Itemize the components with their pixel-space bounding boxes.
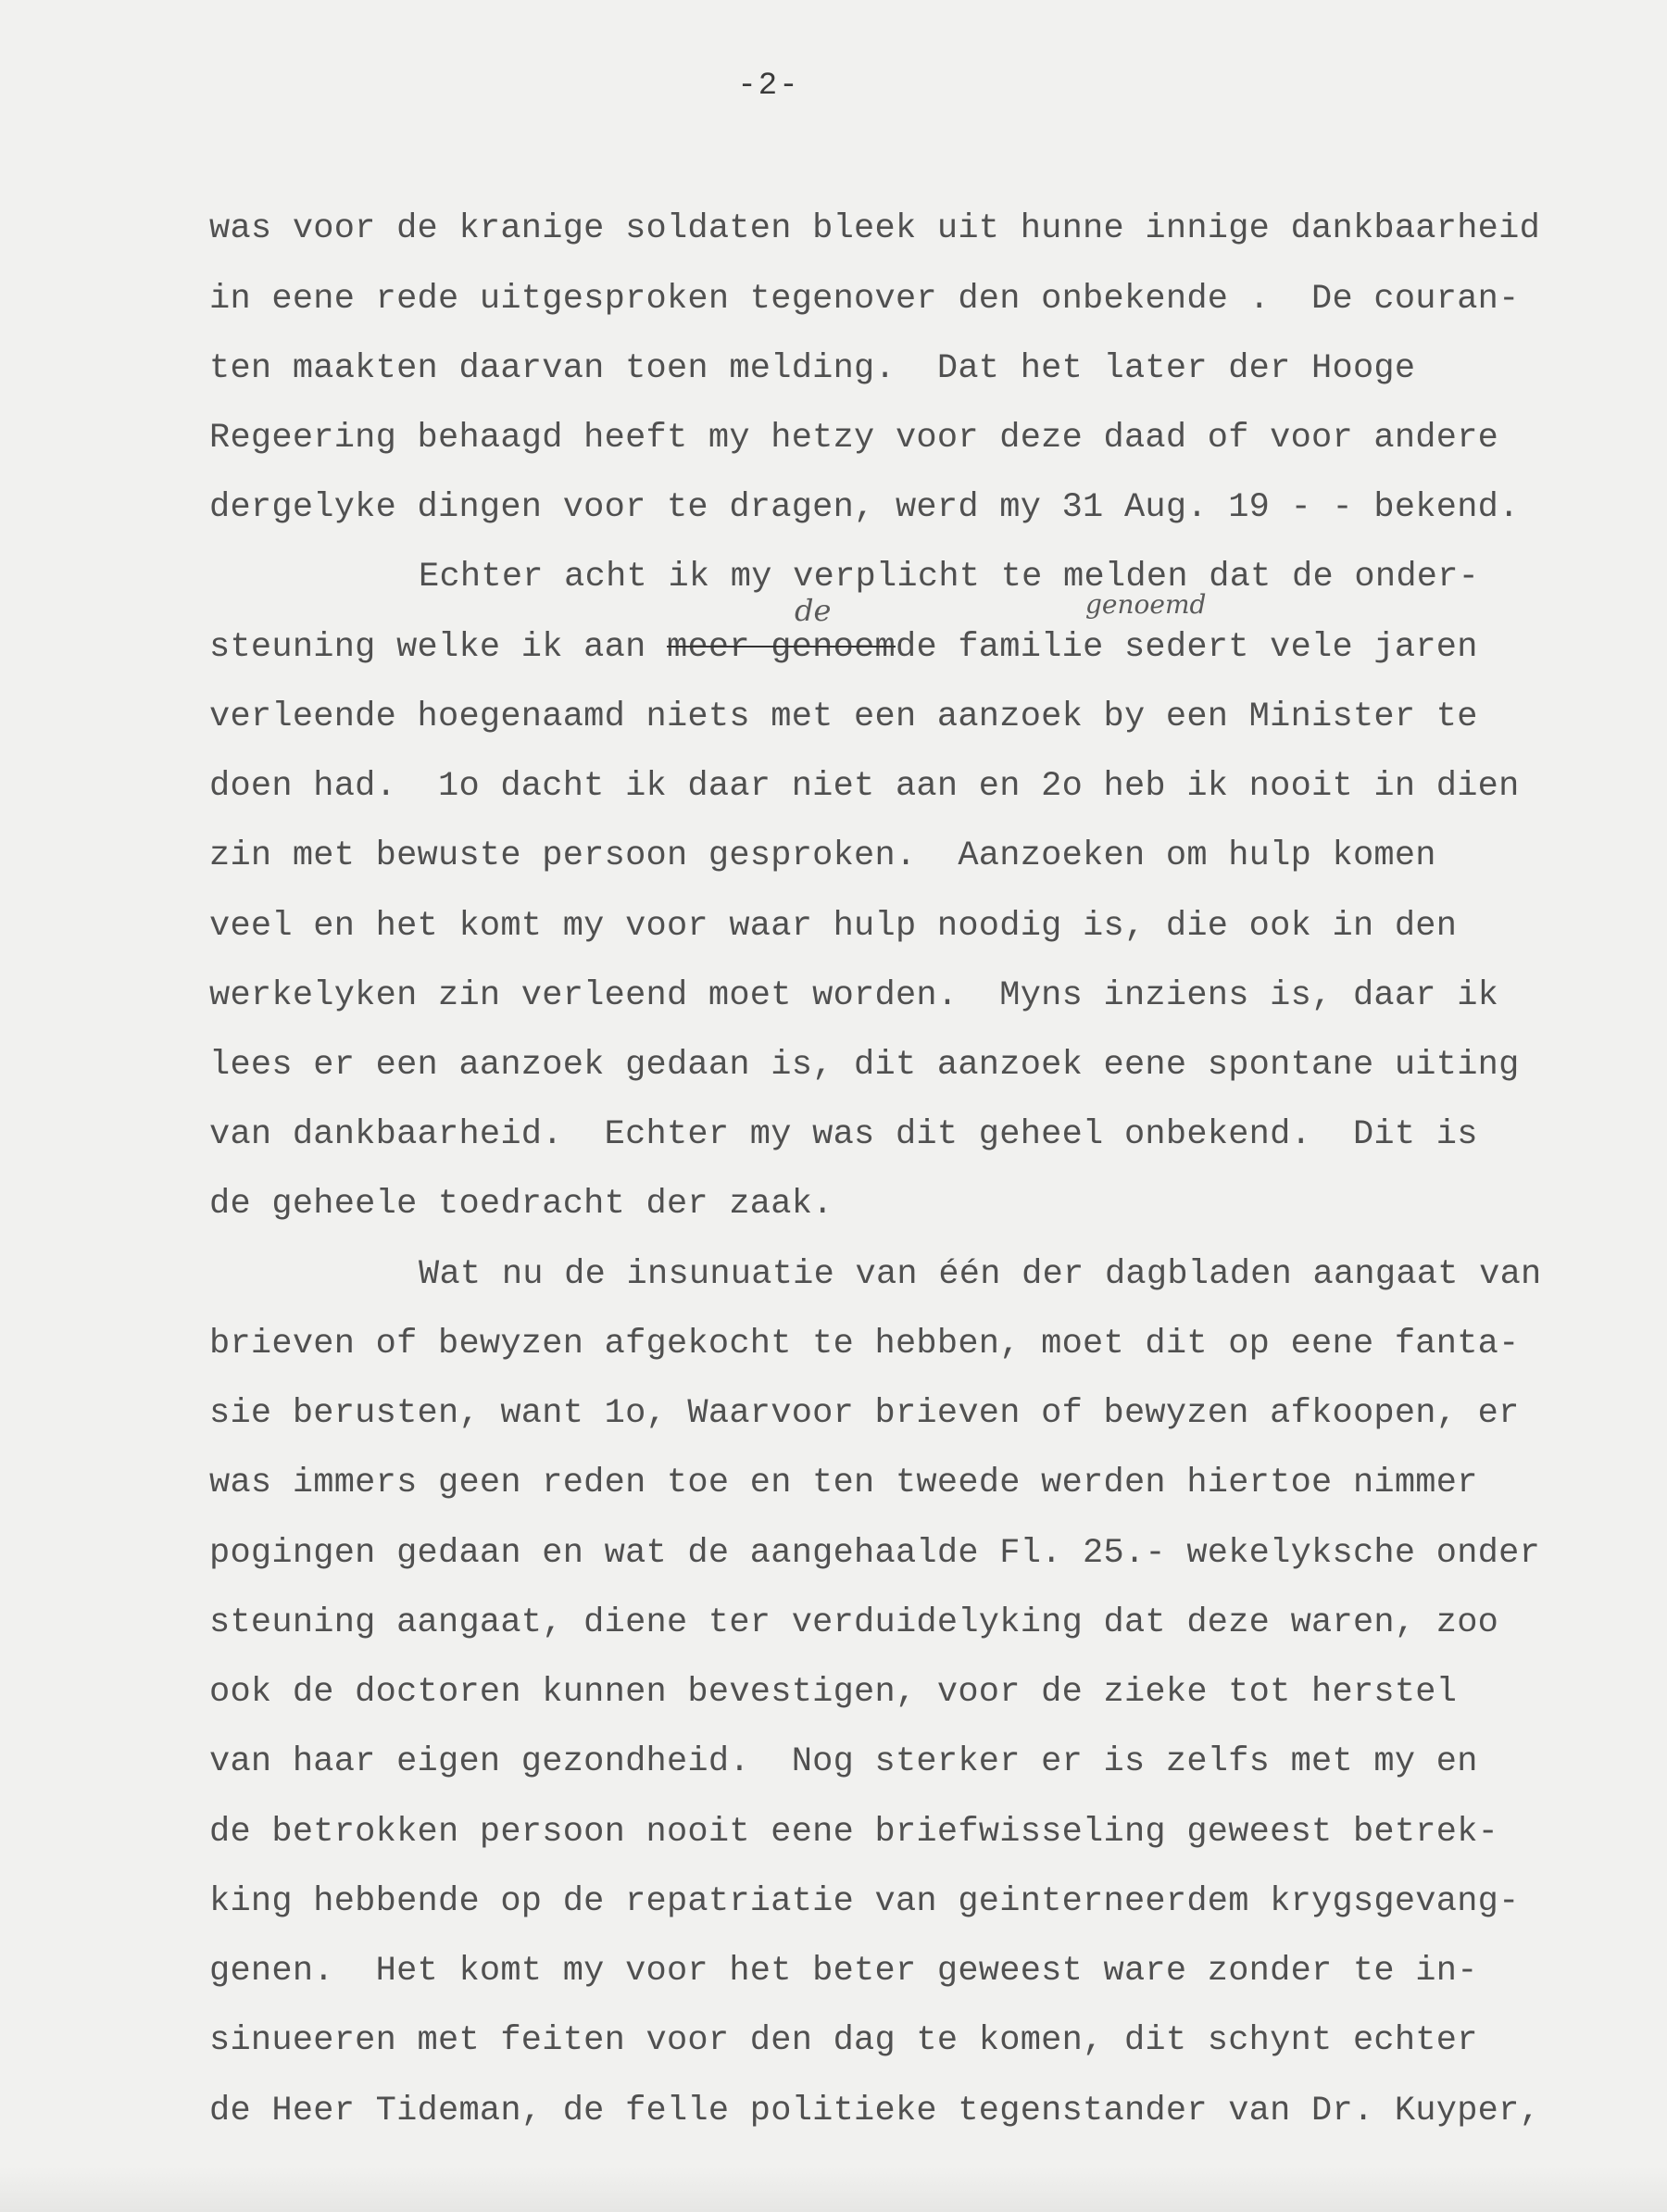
text-line: ook de doctoren kunnen bevestigen, voor de zieke tot herstel	[209, 1673, 1458, 1712]
page-number: -2-	[737, 69, 800, 104]
text-line: Echter acht ik my verplicht te melden dat de onder-	[419, 558, 1480, 597]
text-line: sinueeren met feiten voor den dag te komen, dit schynt echter	[209, 2021, 1478, 2060]
text-line: lees er een aanzoek gedaan is, dit aanzoek eene spontane uiting	[209, 1046, 1520, 1085]
text-line: in eene rede uitgesproken tegenover den onbekende . De couran-	[209, 280, 1520, 319]
text-line: was immers geen reden toe en ten tweede werden hiertoe nimmer	[209, 1464, 1478, 1502]
text-line: van haar eigen gezondheid. Nog sterker er is zelfs met my en	[209, 1742, 1478, 1781]
text-line: brieven of bewyzen afgekocht te hebben, moet dit op eene fanta-	[209, 1325, 1520, 1364]
handwritten-insertion: de	[795, 593, 832, 628]
page-bottom-edge	[0, 2168, 1667, 2212]
text-line: ten maakten daarvan toen melding. Dat het later der Hooge	[209, 349, 1416, 388]
text-line: de Heer Tideman, de felle politieke tegenstander van Dr. Kuyper,	[209, 2092, 1541, 2130]
text-line: steuning aangaat, diene ter verduidelyking dat deze waren, zoo	[209, 1603, 1499, 1642]
text-line: de betrokken persoon nooit eene briefwisseling geweest betrek-	[209, 1813, 1499, 1852]
struck-text: meer genoem	[666, 628, 896, 667]
text-line: was voor de kranige soldaten bleek uit hunne innige dankbaarheid	[209, 209, 1541, 248]
text-line: van dankbaarheid. Echter my was dit geheel onbekend. Dit is	[209, 1115, 1478, 1154]
text-line: king hebbende op de repatriatie van geinterneerdem krygsgevang-	[209, 1882, 1520, 1921]
text-line: zin met bewuste persoon gesproken. Aanzoeken om hulp komen	[209, 836, 1436, 875]
text-line: verleende hoegenaamd niets met een aanzoek by een Minister te	[209, 698, 1478, 736]
text-segment: de familie sedert vele jaren	[895, 628, 1478, 667]
text-line: veel en het komt my voor waar hulp noodig is, die ook in den	[209, 907, 1458, 946]
text-line: de geheele toedracht der zaak.	[209, 1185, 834, 1224]
text-line-with-correction	[209, 624, 1478, 671]
text-line: genen. Het komt my voor het beter geweest ware zonder te in-	[209, 1952, 1478, 1991]
text-line: dergelyke dingen voor te dragen, werd my 31 Aug. 19 - - bekend.	[209, 488, 1520, 527]
text-line: werkelyken zin verleend moet worden. Myns inziens is, daar ik	[209, 976, 1499, 1015]
text-line: pogingen gedaan en wat de aangehaalde Fl. 25.- wekelyksche onder	[209, 1534, 1541, 1573]
text-line: sie berusten, want 1o, Waarvoor brieven of bewyzen afkoopen, er	[209, 1394, 1520, 1433]
text-line: doen had. 1o dacht ik daar niet aan en 2o heb ik nooit in dien	[209, 767, 1520, 806]
text-line: Regeering behaagd heeft my hetzy voor deze daad of voor andere	[209, 419, 1499, 458]
text-segment: steuning welke ik aan	[209, 628, 667, 667]
text-line: Wat nu de insunuatie van één der dagbladen aangaat van	[419, 1255, 1542, 1294]
handwritten-insertion: genoemd	[1085, 589, 1207, 620]
